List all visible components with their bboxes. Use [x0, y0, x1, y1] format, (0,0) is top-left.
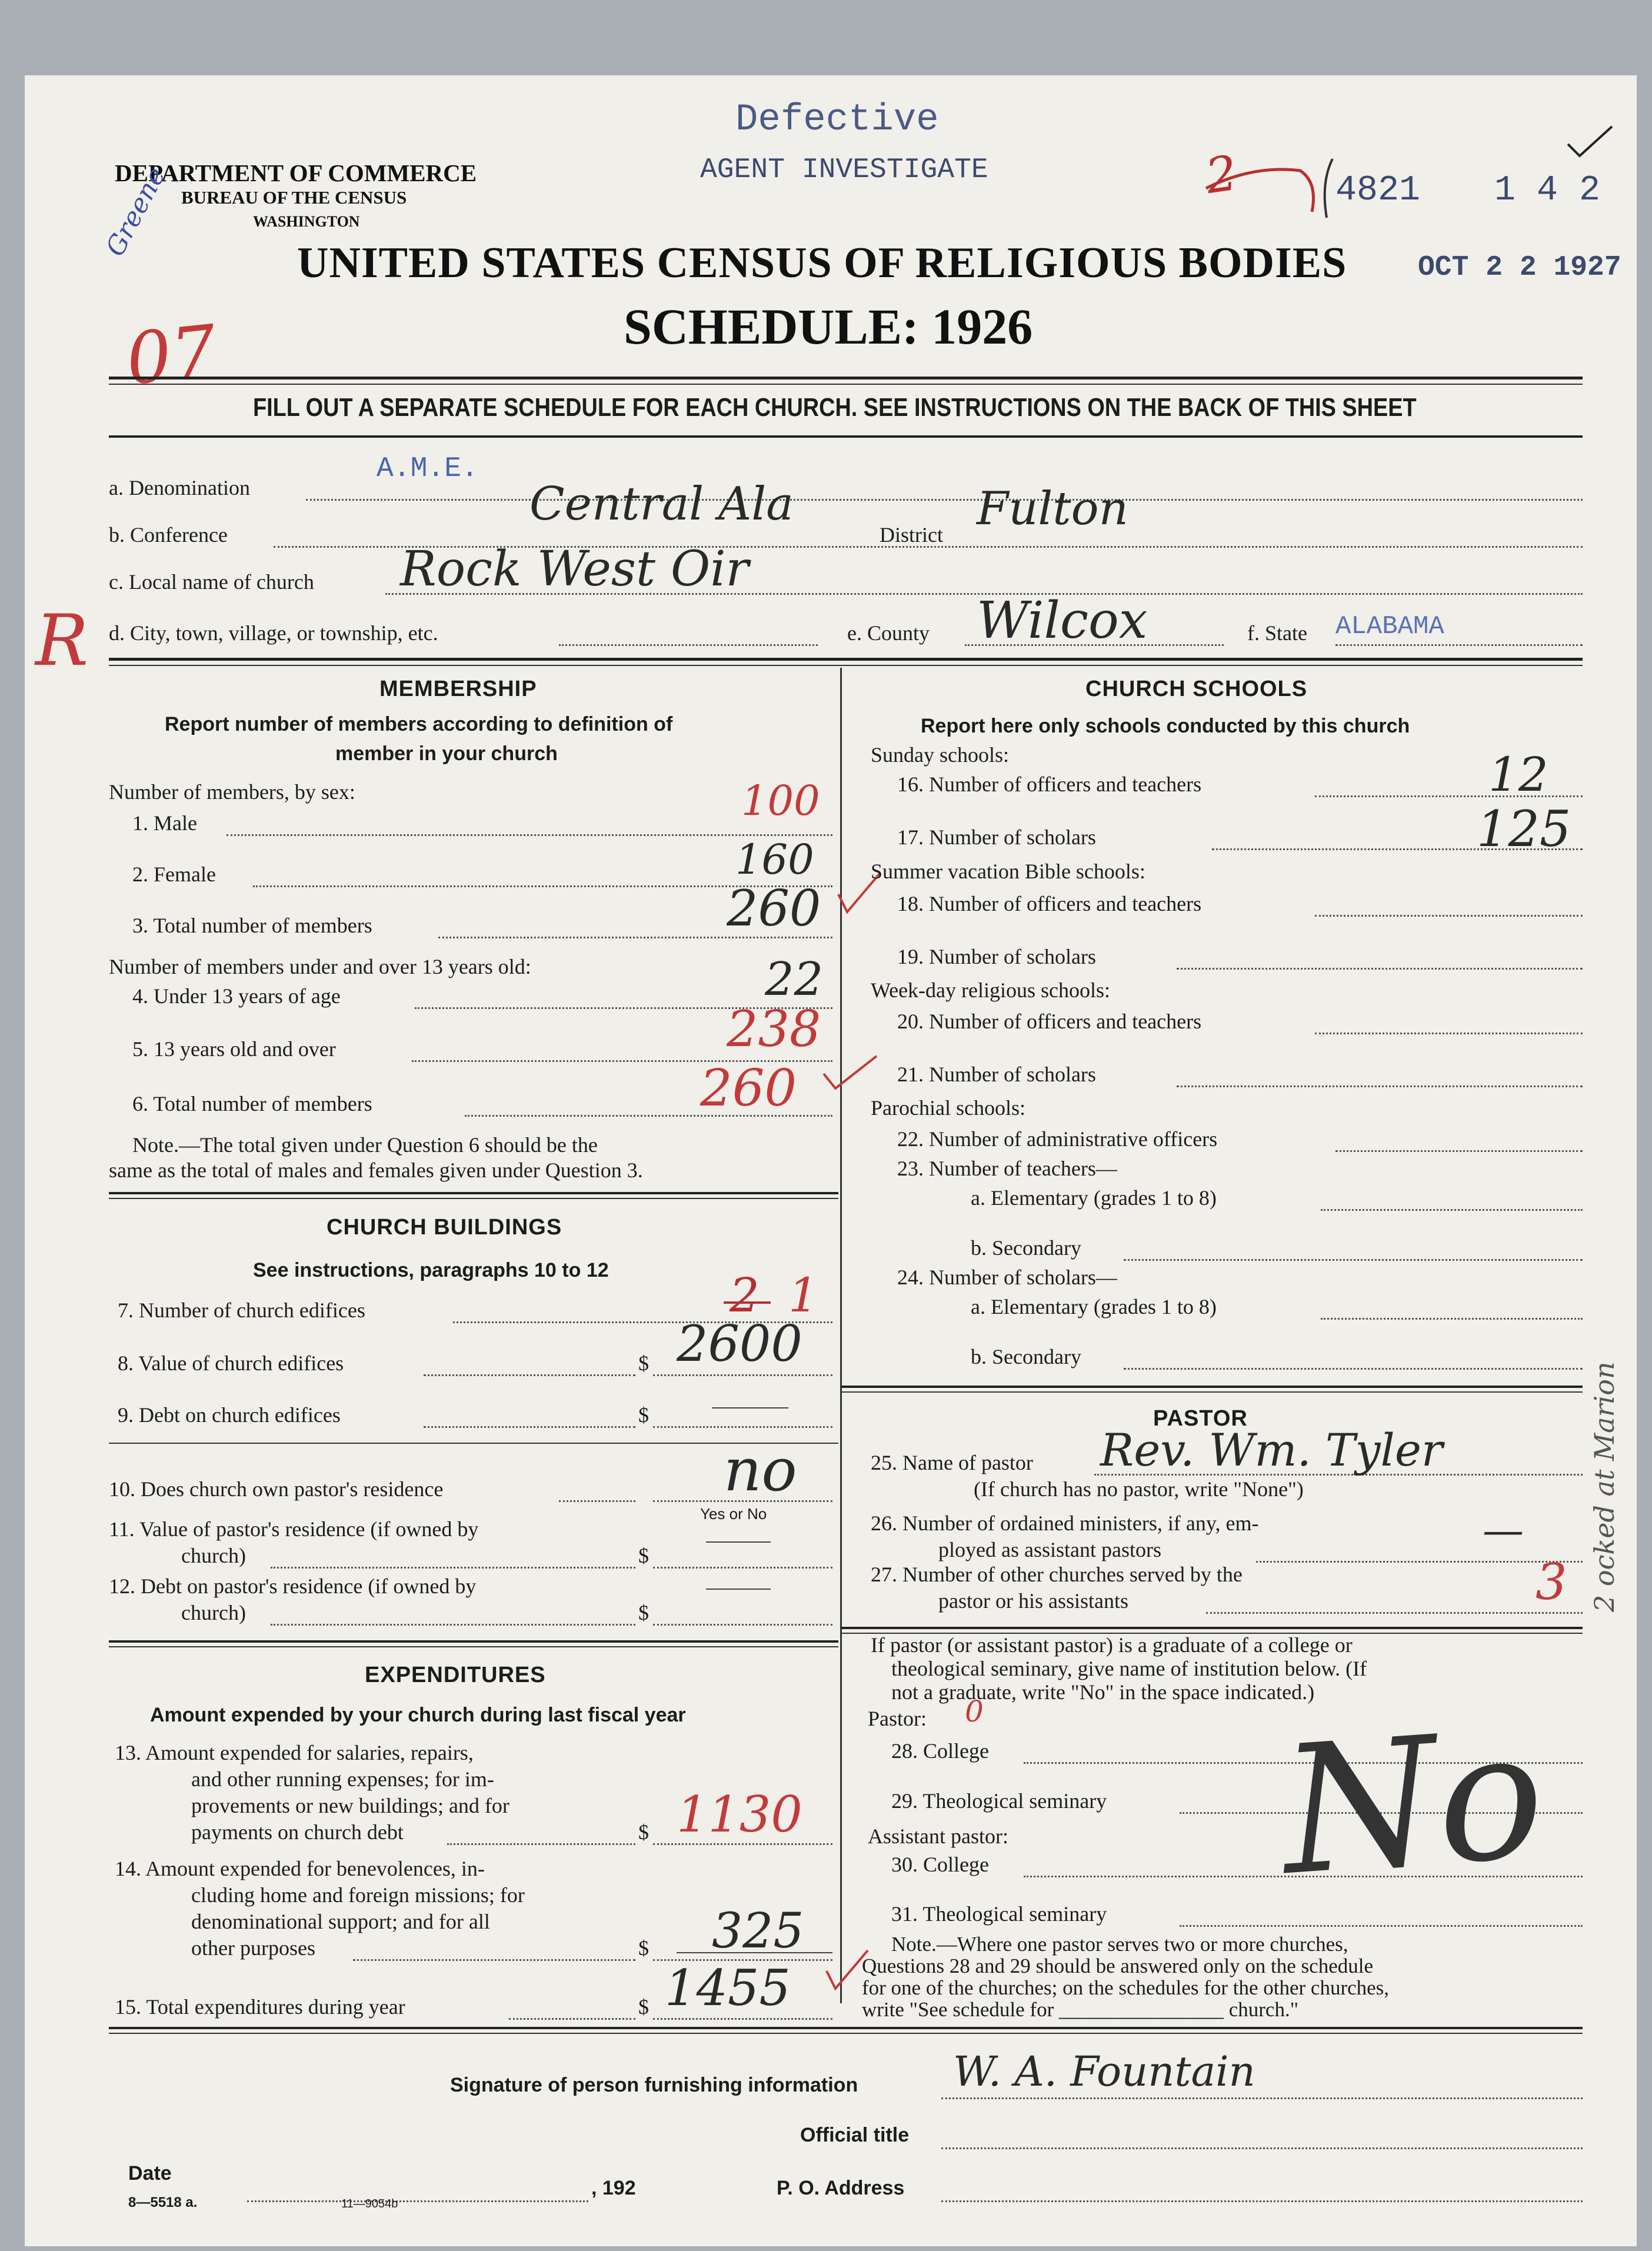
district-value: Fulton [977, 482, 1128, 535]
q14-field[interactable] [353, 1959, 635, 1961]
q13-field[interactable] [447, 1843, 635, 1845]
q10-field[interactable] [559, 1500, 635, 1502]
rule [109, 435, 1583, 438]
rule [109, 1192, 838, 1194]
signature-value: W. A. Fountain [953, 2047, 1255, 2096]
q3-label: 3. Total number of members [132, 914, 372, 937]
q23a-field[interactable] [1321, 1209, 1583, 1211]
q23b-field[interactable] [1124, 1259, 1583, 1261]
rule [841, 1386, 1583, 1388]
rule [841, 1627, 1583, 1629]
state-field[interactable] [1335, 644, 1583, 646]
dollar-sign: $ [638, 1351, 649, 1375]
q18-label: 18. Number of officers and teachers [897, 892, 1202, 915]
membership-note: Note.—The total given under Question 6 should be the [132, 1133, 598, 1157]
q4-value: 22 [765, 953, 824, 1006]
city-label: d. City, town, village, or township, etc. [109, 621, 438, 645]
strike-mark [1200, 147, 1353, 224]
q23b-label: b. Secondary [971, 1236, 1081, 1260]
bureau-heading: BUREAU OF THE CENSUS [181, 187, 407, 208]
serial-stamp: 4821 [1335, 171, 1421, 211]
print-number: 11—9054b [341, 2197, 398, 2210]
membership-title: MEMBERSHIP [379, 677, 537, 701]
q13-label: 13. Amount expended for salaries, repairs, [115, 1741, 474, 1764]
dollar-sign: $ [638, 1995, 649, 2019]
q11-label: 11. Value of pastor's residence (if owned by [109, 1517, 479, 1541]
pastor-note: Note.—Where one pastor serves two or more churches, [891, 1933, 1348, 1956]
q17-value: 125 [1477, 800, 1571, 858]
dollar-sign: $ [638, 1820, 649, 1844]
department-heading: DEPARTMENT OF COMMERCE [115, 159, 477, 187]
pastor-title: PASTOR [1153, 1406, 1248, 1431]
q5-value: 238 [727, 1000, 821, 1058]
q19-field[interactable] [1177, 968, 1583, 970]
check-mark [1565, 124, 1618, 159]
q26-value: — [1483, 1506, 1524, 1554]
number-stamp: 1 4 2 [1494, 171, 1601, 211]
q24a-label: a. Elementary (grades 1 to 8) [971, 1295, 1217, 1318]
no-mark: No [1275, 1691, 1550, 1915]
q14-label-2: cluding home and foreign missions; for [191, 1883, 525, 1907]
q11-amount-field[interactable] [653, 1567, 832, 1569]
denomination-field[interactable] [306, 499, 1583, 501]
q13-amount-field[interactable] [653, 1843, 832, 1845]
r-mark: R [35, 600, 89, 682]
county-label: e. County [847, 621, 930, 645]
defective-stamp: Defective [735, 99, 939, 141]
q25-value: Rev. Wm. Tyler [1100, 1424, 1443, 1476]
church-name-value: Rock West Oir [400, 541, 749, 597]
q30-label: 30. College [891, 1853, 989, 1876]
membership-subtitle-2: member in your church [335, 742, 558, 765]
q16-label: 16. Number of officers and teachers [897, 772, 1202, 796]
form-number: 8—5518 a. [128, 2195, 198, 2210]
q4-label: 4. Under 13 years of age [132, 984, 341, 1008]
signature-label: Signature of person furnishing information [450, 2074, 858, 2096]
pastor-note-3: for one of the churches; on the schedules for the other churches, [862, 1976, 1390, 1999]
graduate-instruction-2: theological seminary, give name of institution below. (If [891, 1657, 1367, 1680]
membership-subtitle: Report number of members according to definition of [165, 713, 673, 735]
q31-field[interactable] [1180, 1925, 1583, 1927]
q2-label: 2. Female [132, 863, 216, 886]
q28-label: 28. College [891, 1739, 989, 1763]
rule [109, 384, 1583, 385]
expenditures-title: EXPENDITURES [365, 1663, 546, 1687]
q15-field[interactable] [509, 2018, 635, 2020]
q8-value: 2600 [677, 1315, 802, 1373]
q25-label: 25. Name of pastor [871, 1451, 1033, 1474]
agent-investigate-stamp: AGENT INVESTIGATE [700, 154, 988, 186]
q31-label: 31. Theological seminary [891, 1902, 1107, 1926]
members-by-age-label: Number of members under and over 13 years old: [109, 955, 531, 978]
q14-label-3: denominational support; and for all [191, 1910, 490, 1933]
official-title-label: Official title [800, 2124, 910, 2146]
membership-note-2: same as the total of males and females given under Question 3. [109, 1158, 643, 1182]
q14-label-4: other purposes [191, 1936, 315, 1960]
instruction-line: FILL OUT A SEPARATE SCHEDULE FOR EACH CHURCH. SEE INSTRUCTIONS ON THE BACK OF THIS SHEET [253, 393, 1417, 422]
q6-value: 260 [700, 1059, 797, 1118]
pastor-note-4: write "See schedule for ________________ church." [862, 1998, 1299, 2021]
q23-label: 23. Number of teachers— [897, 1157, 1117, 1180]
q26-label-2: ployed as assistant pastors [938, 1538, 1161, 1561]
q15-label: 15. Total expenditures during year [115, 1995, 405, 2019]
dash-mark [712, 1407, 788, 1408]
denomination-stamp: A.M.E. [377, 453, 478, 485]
q21-field[interactable] [1177, 1085, 1583, 1087]
schools-subtitle: Report here only schools conducted by this church [921, 715, 1410, 737]
q7-value: 1 [788, 1268, 818, 1323]
q29-label: 29. Theological seminary [891, 1789, 1107, 1813]
conference-value: Central Ala [529, 478, 794, 531]
rule [109, 377, 1583, 379]
church-name-label: c. Local name of church [109, 570, 314, 594]
q1-label: 1. Male [132, 811, 197, 835]
buildings-subtitle: See instructions, paragraphs 10 to 12 [253, 1259, 609, 1281]
dollar-sign: $ [638, 1403, 649, 1427]
county-value: Wilcox [977, 591, 1148, 650]
q7-struck: 2 [730, 1268, 760, 1323]
form-title: UNITED STATES CENSUS OF RELIGIOUS BODIES [297, 239, 1347, 287]
date-stamp: OCT 2 2 1927 [1418, 252, 1621, 284]
date-field[interactable] [247, 2200, 588, 2202]
weekday-schools-label: Week-day religious schools: [871, 978, 1111, 1002]
rule [109, 1198, 838, 1199]
q11-label-2: church) [181, 1544, 246, 1567]
rule [109, 665, 1583, 666]
check-mark [821, 1053, 880, 1094]
q12-field[interactable] [271, 1624, 635, 1626]
q24b-label: b. Secondary [971, 1345, 1081, 1368]
code-annotation: 07 [122, 310, 221, 401]
side-annotation: 2 ocked at Marion [1588, 1361, 1620, 1612]
dollar-sign: $ [638, 1601, 649, 1624]
po-address-label: P. O. Address [777, 2177, 905, 2199]
q3-value: 260 [727, 880, 821, 937]
graduate-instruction-3: not a graduate, write "No" in the space indicated.) [891, 1680, 1315, 1704]
dollar-sign: $ [638, 1544, 649, 1567]
q21-label: 21. Number of scholars [897, 1063, 1096, 1086]
q20-label: 20. Number of officers and teachers [897, 1010, 1202, 1033]
rule [109, 1646, 838, 1647]
q9-label: 9. Debt on church edifices [118, 1403, 341, 1427]
strike-line [724, 1301, 771, 1304]
q2-value: 160 [735, 835, 814, 884]
rule [109, 658, 1583, 661]
q14-label: 14. Amount expended for benevolences, in- [115, 1857, 485, 1880]
q1-value: 100 [741, 777, 820, 825]
q23a-label: a. Elementary (grades 1 to 8) [971, 1186, 1217, 1210]
rule [841, 1391, 1583, 1393]
rule [109, 2033, 1583, 2034]
date-year: , 192 [591, 2177, 636, 2199]
q13-label-2: and other running expenses; for im- [191, 1767, 494, 1791]
q10-label: 10. Does church own pastor's residence [109, 1477, 444, 1501]
q26-field[interactable] [1256, 1561, 1583, 1563]
po-address-field[interactable] [941, 2200, 1583, 2202]
date-label: Date [128, 2162, 172, 2185]
q26-label: 26. Number of ordained ministers, if any, em- [871, 1511, 1259, 1535]
struck-number: 2 [1202, 145, 1241, 205]
q5-label: 5. 13 years old and over [132, 1037, 336, 1061]
q27-label: 27. Number of other churches served by the [871, 1563, 1243, 1586]
q20-field[interactable] [1315, 1033, 1583, 1034]
q12-amount-field[interactable] [653, 1624, 832, 1626]
q10-value: no [724, 1436, 797, 1504]
q24-label: 24. Number of scholars— [897, 1266, 1117, 1289]
q15-value: 1455 [665, 1959, 791, 2017]
signature-field[interactable] [941, 2097, 1583, 2099]
official-title-field[interactable] [941, 2147, 1583, 2149]
rule [109, 2027, 1583, 2029]
dash-mark [706, 1541, 771, 1543]
q14-value: 325 [712, 1903, 804, 1959]
q27-field[interactable] [1206, 1612, 1583, 1614]
city-heading: WASHINGTON [253, 213, 360, 230]
schedule-title: SCHEDULE: 1926 [624, 298, 1033, 355]
q7-label: 7. Number of church edifices [118, 1298, 365, 1322]
expenditures-subtitle: Amount expended by your church during last fiscal year [150, 1704, 686, 1726]
q13-label-3: provements or new buildings; and for [191, 1794, 509, 1817]
denomination-label: a. Denomination [109, 476, 250, 500]
q8-amount-field[interactable] [653, 1374, 832, 1376]
q24b-field[interactable] [1124, 1368, 1583, 1370]
q11-field[interactable] [271, 1567, 635, 1569]
q27-value: 3 [1536, 1553, 1567, 1611]
q22-field[interactable] [1335, 1150, 1583, 1152]
yes-no-hint: Yes or No [700, 1505, 767, 1523]
graduate-instruction: If pastor (or assistant pastor) is a graduate of a college or [871, 1633, 1353, 1657]
q12-label-2: church) [181, 1601, 246, 1624]
q17-label: 17. Number of scholars [897, 825, 1096, 849]
pastor-note-2: Questions 28 and 29 should be answered only on the schedule [862, 1954, 1374, 1977]
buildings-title: CHURCH BUILDINGS [327, 1215, 562, 1240]
q22-label: 22. Number of administrative officers [897, 1127, 1218, 1151]
q15-amount-field[interactable] [653, 2018, 832, 2020]
q25-note: (If church has no pastor, write "None") [974, 1477, 1304, 1501]
county-annotation: Greene [100, 162, 172, 261]
sum-line [677, 1952, 832, 1953]
q16-value: 12 [1488, 747, 1548, 802]
q19-label: 19. Number of scholars [897, 945, 1096, 968]
city-field[interactable] [559, 644, 818, 646]
state-stamp: ALABAMA [1335, 612, 1444, 641]
state-label: f. State [1247, 621, 1307, 645]
summer-schools-label: Summer vacation Bible schools: [871, 860, 1145, 883]
sunday-schools-label: Sunday schools: [871, 743, 1010, 767]
q12-label: 12. Debt on pastor's residence (if owned by [109, 1574, 477, 1598]
q8-field[interactable] [424, 1374, 635, 1376]
dollar-sign: $ [638, 1936, 649, 1960]
dash-mark [706, 1589, 771, 1590]
q18-field[interactable] [1315, 915, 1583, 917]
q13-value: 1130 [677, 1786, 802, 1843]
q8-label: 8. Value of church edifices [118, 1351, 344, 1375]
schools-title: CHURCH SCHOOLS [1085, 677, 1308, 701]
column-divider [840, 668, 842, 2003]
q9-amount-field[interactable] [653, 1426, 832, 1428]
q13-label-4: payments on church debt [191, 1820, 404, 1844]
q27-label-2: pastor or his assistants [938, 1589, 1128, 1613]
q24a-field[interactable] [1321, 1318, 1583, 1320]
rule [109, 1640, 838, 1643]
assistant-pastor-label: Assistant pastor: [868, 1824, 1008, 1848]
conference-label: b. Conference [109, 523, 228, 547]
q6-label: 6. Total number of members [132, 1092, 372, 1115]
q9-field[interactable] [424, 1426, 635, 1428]
parochial-schools-label: Parochial schools: [871, 1096, 1025, 1120]
members-by-sex-label: Number of members, by sex: [109, 780, 355, 804]
district-label: District [880, 523, 943, 547]
pastor-sub-label: Pastor: [868, 1707, 927, 1730]
pastor-mark: 0 [965, 1694, 984, 1729]
